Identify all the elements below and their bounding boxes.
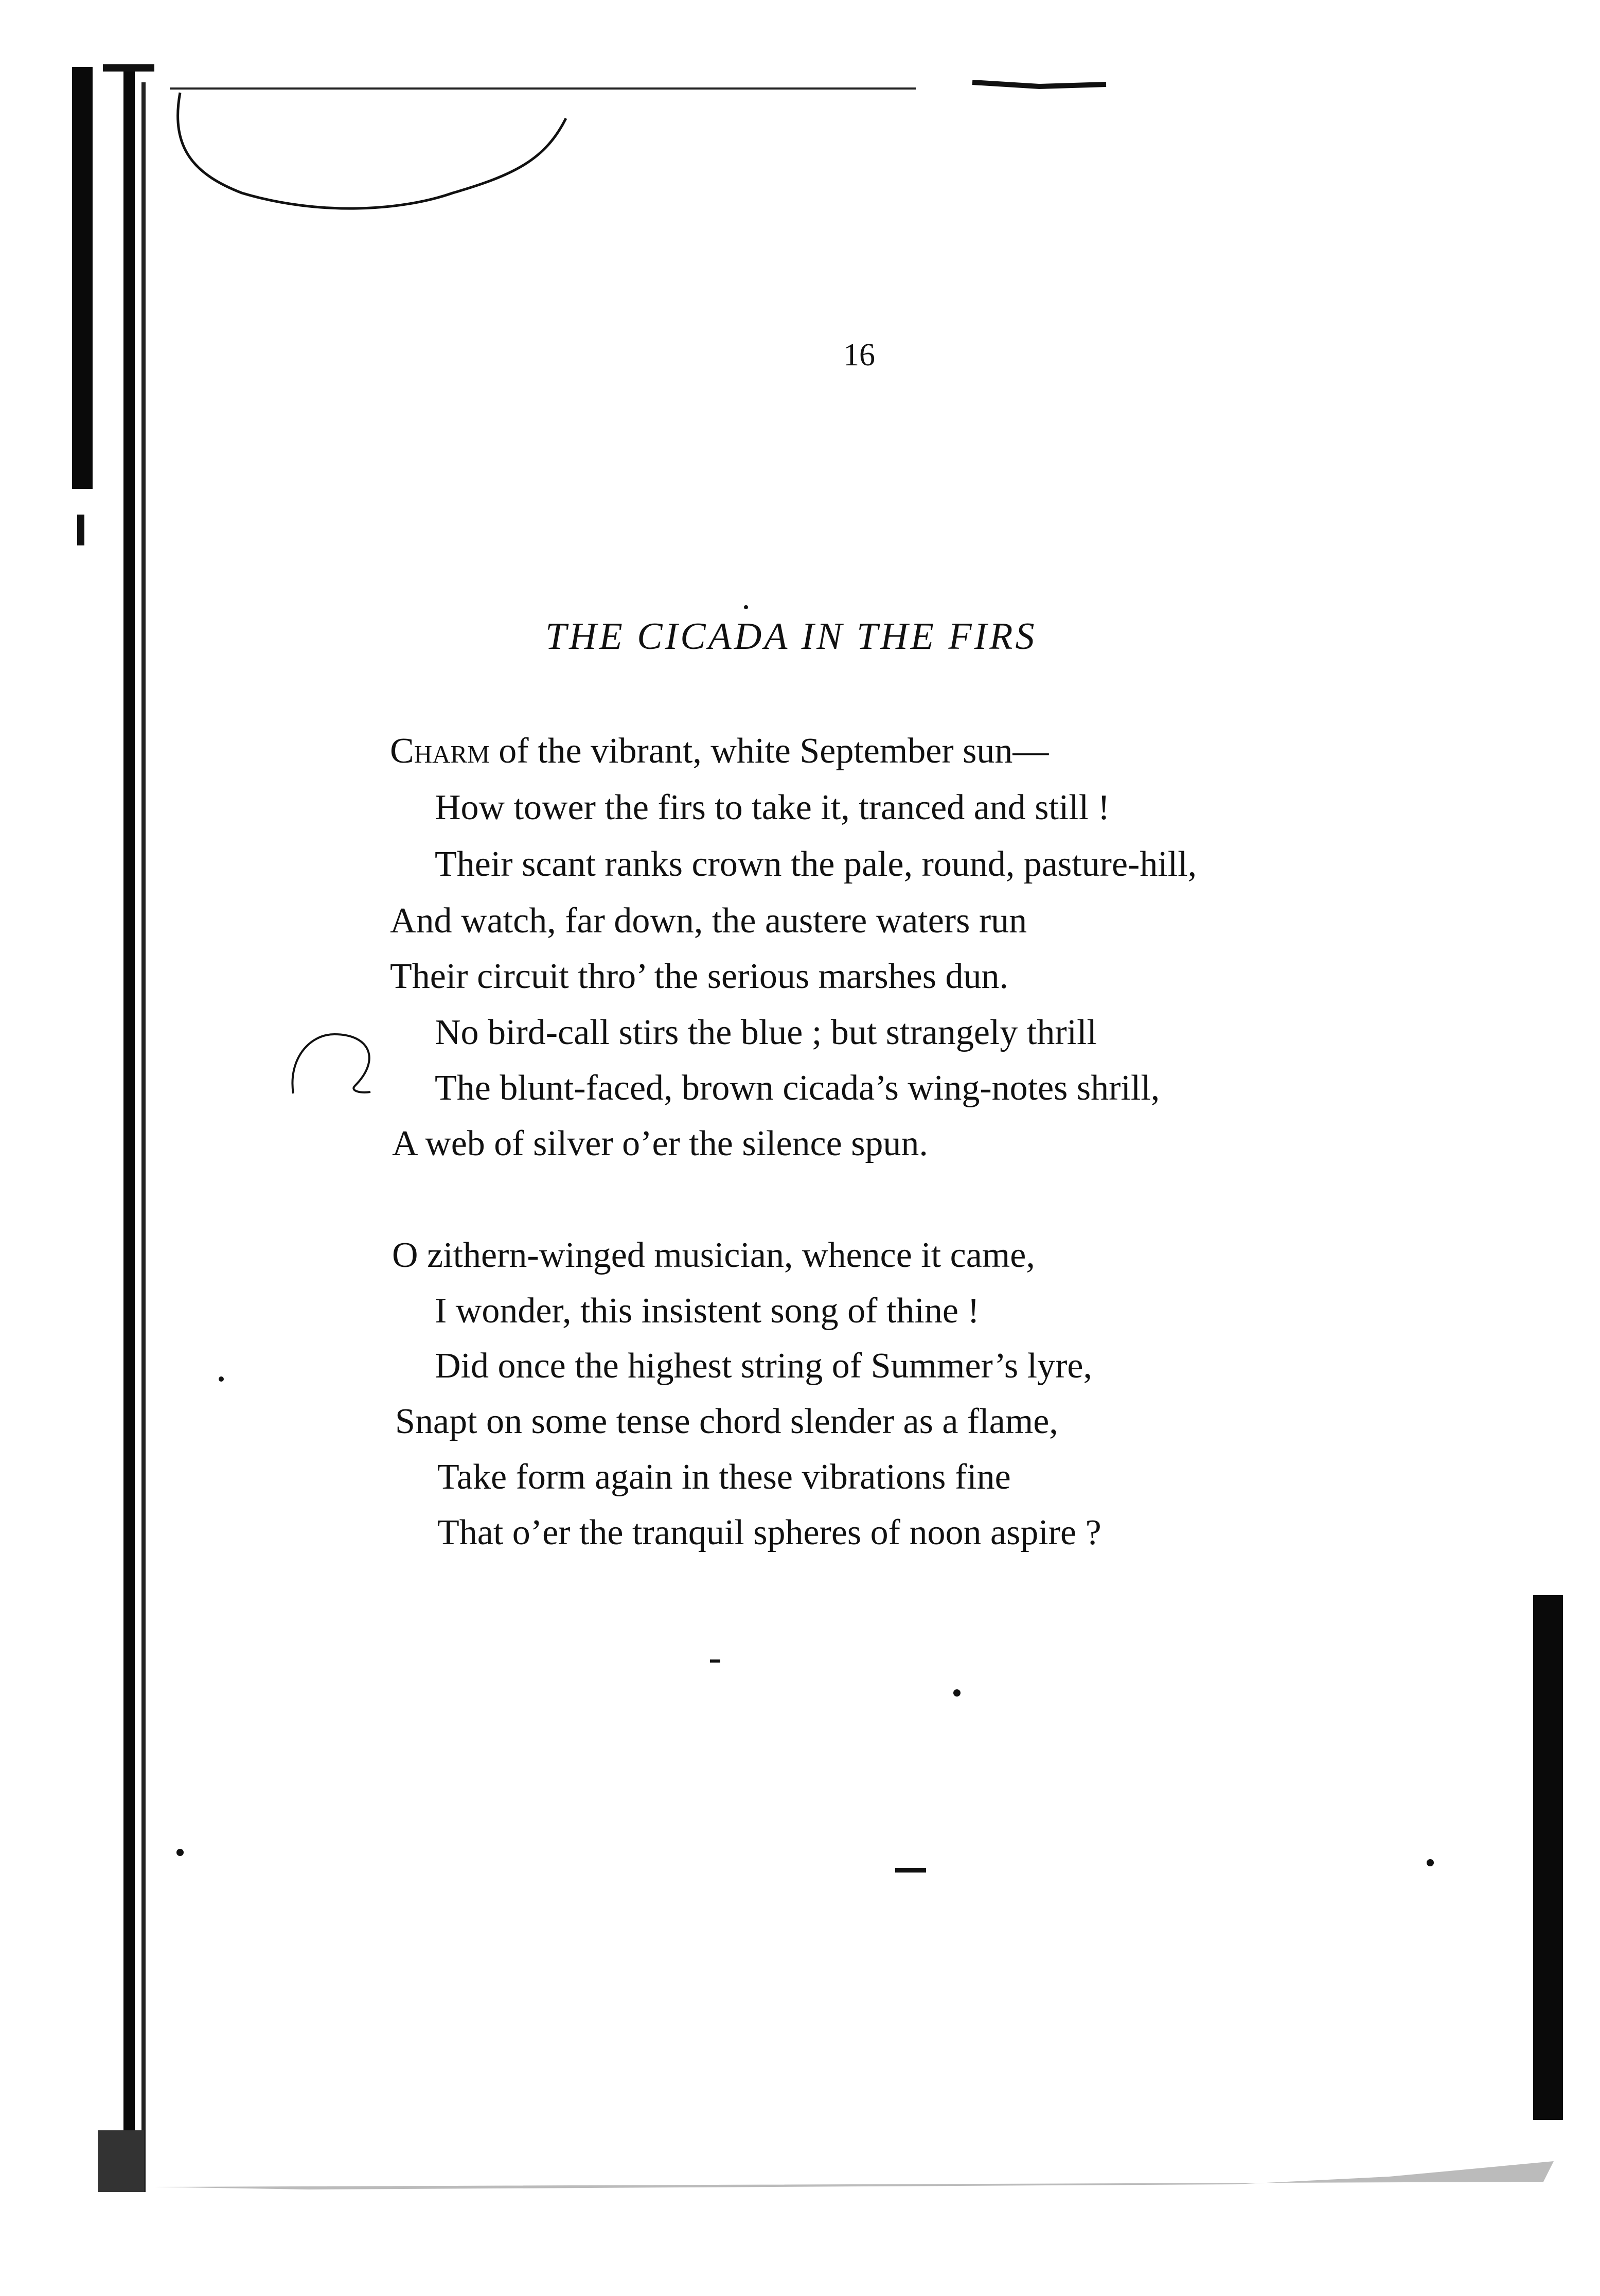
poem-line-text: I wonder, this insistent song of thine ! bbox=[435, 1291, 980, 1331]
poem-line-text: The blunt-faced, brown cicada’s wing-notes shrill, bbox=[435, 1068, 1160, 1108]
poem-line bbox=[392, 1126, 928, 1162]
poem-line bbox=[435, 1293, 980, 1329]
poem-line-text: Take form again in these vibrations fine bbox=[437, 1457, 1011, 1497]
binding-edge-bar bbox=[141, 82, 146, 2192]
poem-line bbox=[390, 959, 1008, 995]
poem-line-text: And watch, far down, the austere waters run bbox=[390, 901, 1027, 941]
poem-line-text: Their scant ranks crown the pale, round, pasture-hill, bbox=[435, 844, 1197, 884]
handwritten-margin-mark bbox=[292, 1034, 370, 1093]
binding-edge-bar bbox=[123, 67, 135, 2192]
poem-line-text: Did once the highest string of Summer’s lyre, bbox=[435, 1346, 1092, 1386]
speck bbox=[744, 605, 748, 609]
poem-line bbox=[435, 846, 1197, 882]
poem-line bbox=[437, 1515, 1101, 1551]
poem-line bbox=[437, 1459, 1011, 1495]
poem-line bbox=[390, 733, 1048, 769]
poem-line-text: Snapt on some tense chord slender as a flame, bbox=[395, 1402, 1058, 1441]
poem-line-text: O zithern-winged musician, whence it came, bbox=[392, 1235, 1035, 1275]
dash-mark bbox=[895, 1868, 926, 1873]
poem-line-text: How tower the firs to take it, tranced and still ! bbox=[435, 788, 1110, 827]
poem-line bbox=[395, 1404, 1058, 1440]
page-number: 16 bbox=[843, 338, 875, 373]
speck bbox=[176, 1849, 184, 1856]
speck bbox=[953, 1689, 961, 1697]
binding-edge-bar bbox=[98, 2130, 144, 2192]
binding-edge-bar bbox=[77, 515, 84, 545]
poem-line bbox=[435, 1070, 1160, 1106]
poem-line bbox=[435, 1015, 1097, 1051]
poem-line bbox=[435, 1348, 1092, 1384]
dash-mark bbox=[710, 1659, 720, 1663]
binding-edge-bar bbox=[72, 67, 93, 489]
poem-line bbox=[390, 903, 1027, 939]
speck bbox=[1427, 1859, 1434, 1866]
poem-line-text: That o’er the tranquil spheres of noon aspire ? bbox=[437, 1513, 1101, 1552]
poem-line bbox=[392, 1235, 1035, 1275]
binding-edge-bar bbox=[103, 64, 154, 72]
bottom-edge-stain bbox=[154, 2161, 1554, 2189]
poem-line-text: Their circuit thro’ the serious marshes dun. bbox=[390, 957, 1008, 996]
poem-line-text: No bird-call stirs the blue ; but strangely thrill bbox=[435, 1013, 1097, 1052]
handwritten-arc bbox=[178, 93, 566, 208]
poem-line-lead: Charm bbox=[390, 731, 490, 771]
top-rule-mark bbox=[972, 82, 1106, 86]
poem-line-text: of the vibrant, white September sun— bbox=[489, 731, 1049, 771]
poem-title: THE CICADA IN THE FIRS bbox=[545, 615, 1037, 658]
right-edge-bar bbox=[1533, 1595, 1563, 2120]
poem-line-text: A web of silver o’er the silence spun. bbox=[392, 1124, 928, 1163]
speck bbox=[219, 1376, 224, 1382]
poem-line bbox=[435, 790, 1110, 826]
